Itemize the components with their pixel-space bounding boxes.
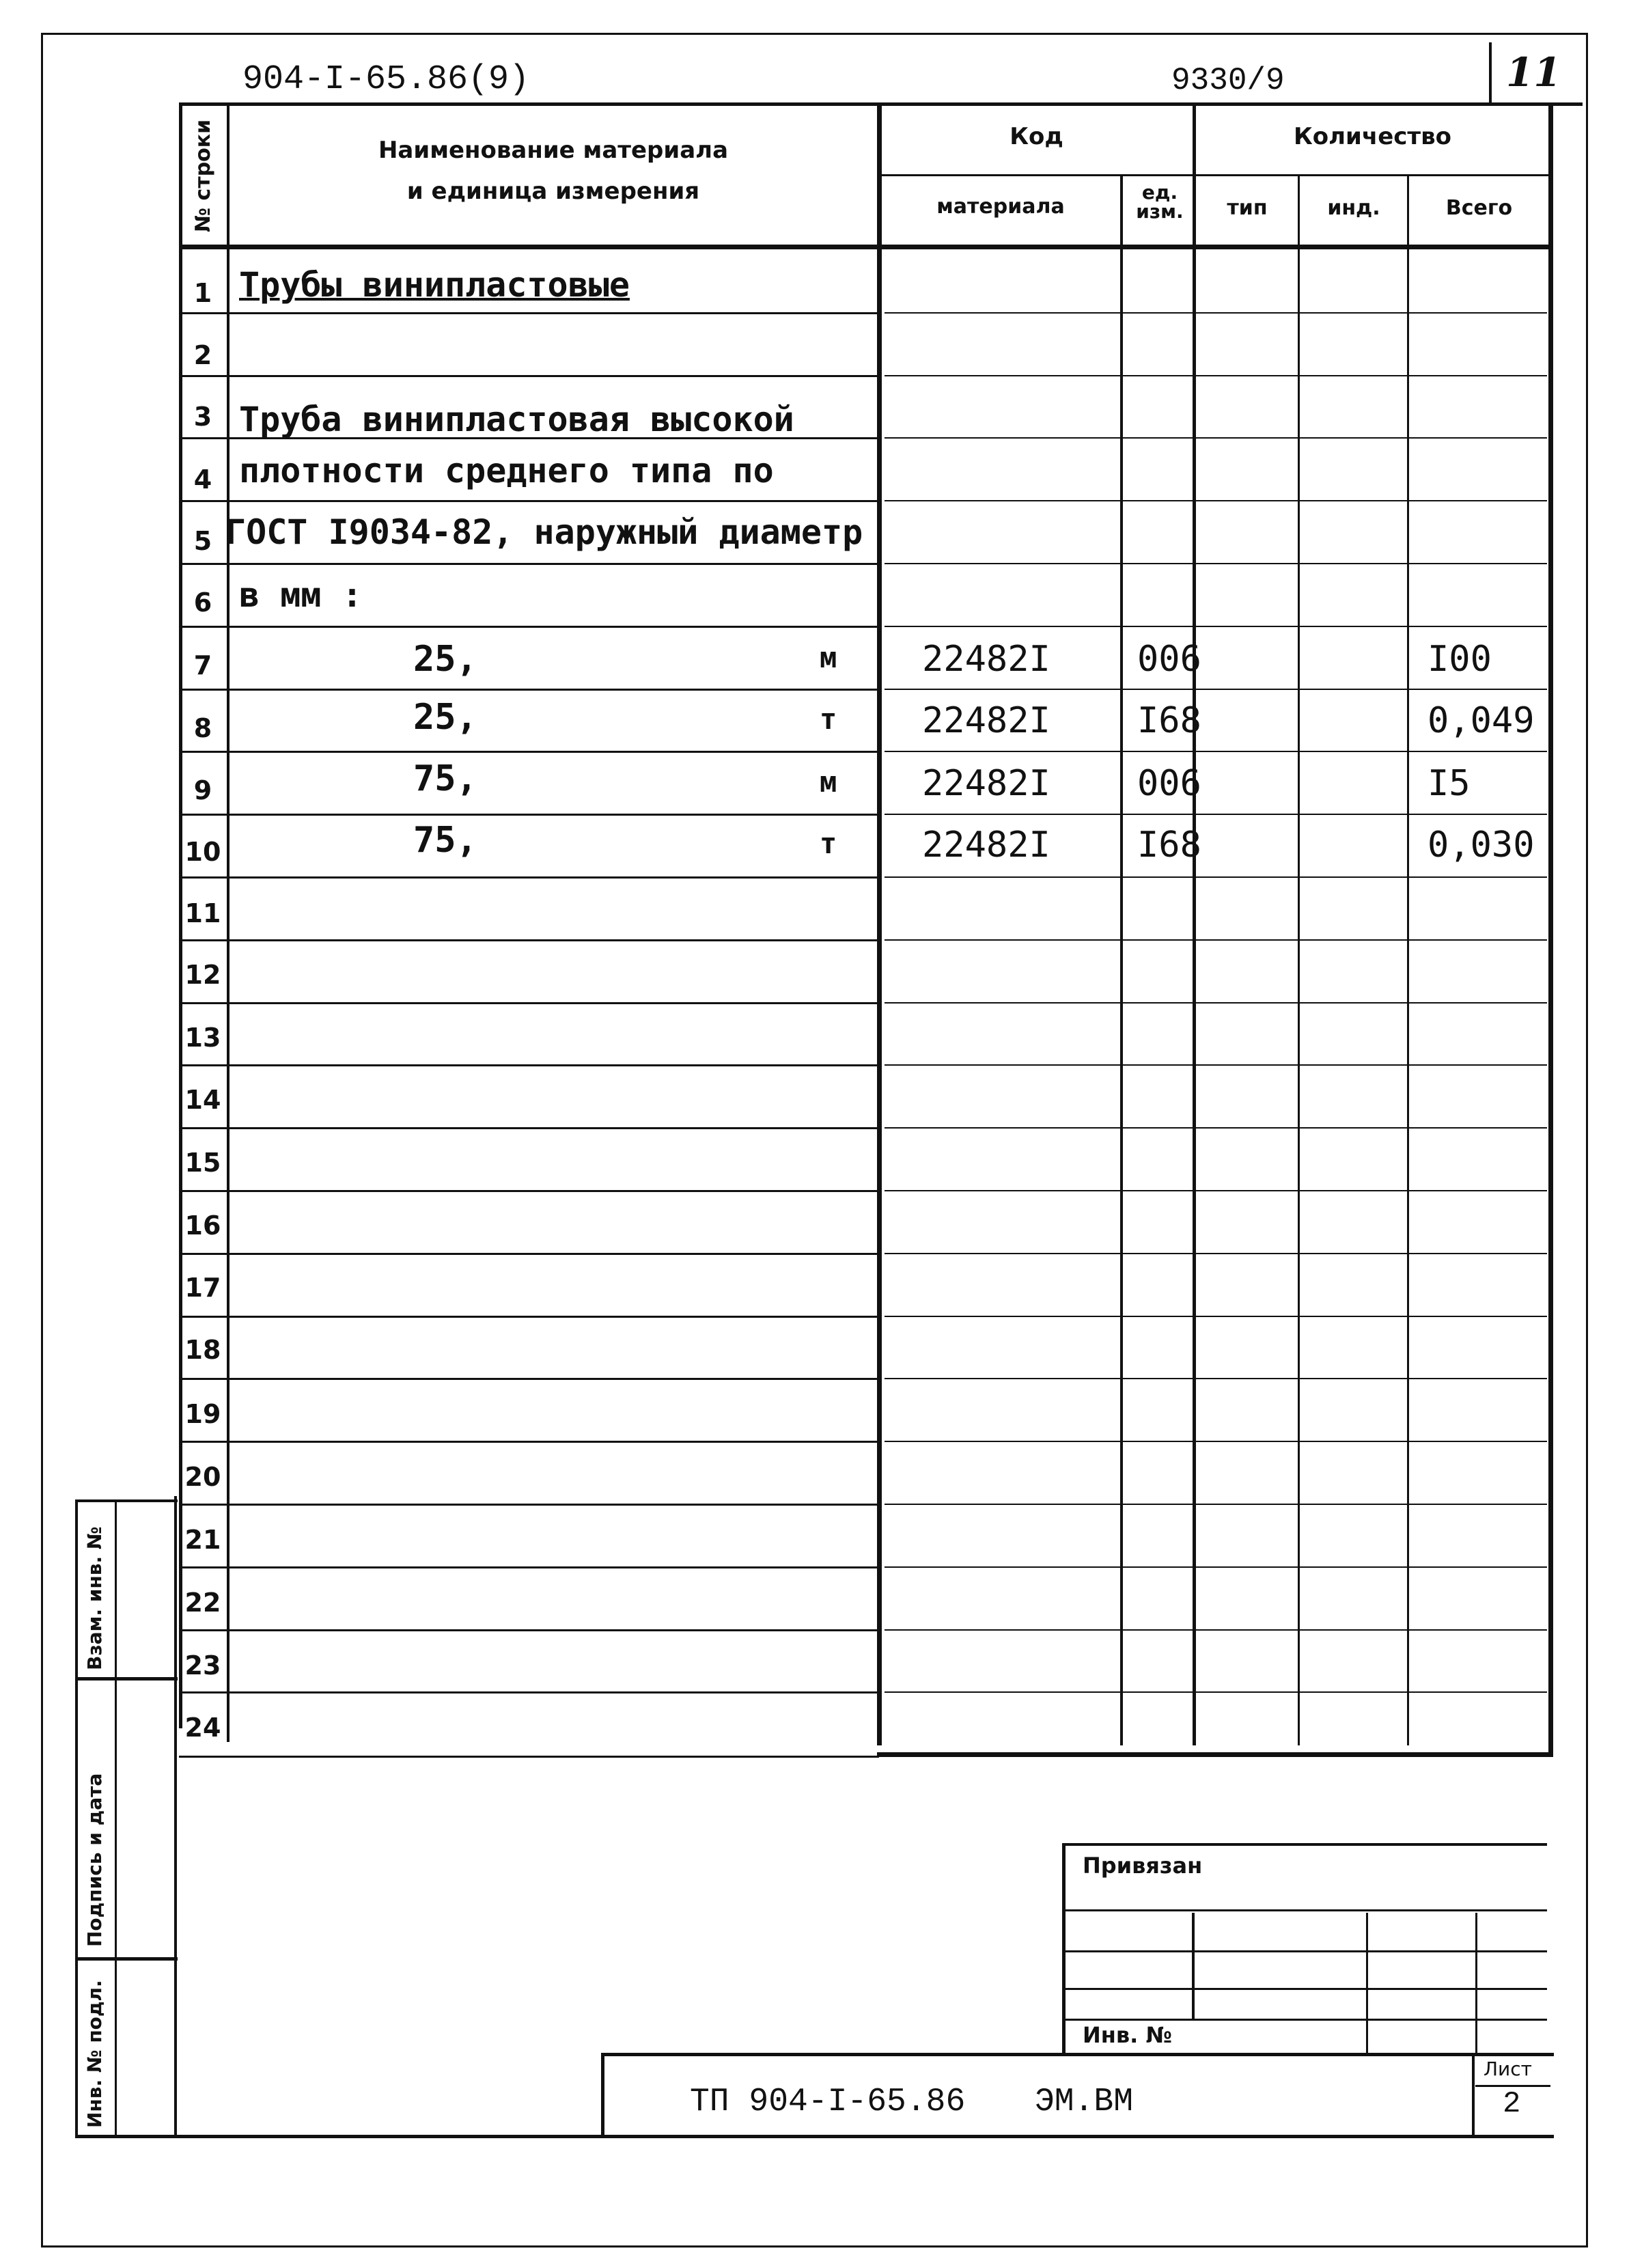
row-separator: [179, 1378, 879, 1380]
side-stamp-right: [174, 1496, 177, 2135]
row-number: 15: [184, 1148, 221, 1178]
col-line-ind: [1407, 174, 1409, 1745]
diameter-value: 75,: [413, 758, 477, 799]
row-separator: [179, 1629, 879, 1631]
row-separator: [179, 1566, 879, 1568]
table-header-bottom: [179, 245, 1552, 249]
row-separator: [885, 1566, 1547, 1568]
row-separator: [885, 1378, 1547, 1379]
row-separator: [179, 1253, 879, 1255]
diameter-value: 25,: [413, 697, 477, 738]
side-stamp-div2: [75, 1957, 178, 1961]
row-number: 5: [193, 526, 212, 556]
row-number: 11: [184, 898, 221, 928]
row-separator: [179, 1002, 879, 1004]
row-separator: [885, 1504, 1547, 1505]
signature-date-label: Подпись и дата: [83, 1773, 106, 1947]
row-separator: [179, 814, 879, 816]
quantity-total: I00: [1428, 639, 1492, 680]
binding-left: [1062, 1843, 1066, 2055]
qty-ind-header: инд.: [1327, 196, 1380, 220]
row-separator: [179, 500, 879, 502]
col-line-type: [1298, 174, 1300, 1745]
side-stamp-top: [75, 1499, 178, 1502]
page-mark: 11: [1506, 49, 1561, 96]
unit-code: 006: [1137, 639, 1201, 680]
row-number: 1: [193, 278, 212, 308]
row-number: 16: [184, 1211, 221, 1241]
unit-label: м: [820, 641, 837, 674]
material-code: 22482I: [922, 825, 1050, 866]
side-stamp-bottom: [75, 2135, 1554, 2138]
row-separator: [885, 1002, 1547, 1004]
row-number: 14: [184, 1085, 221, 1115]
unit-code: I68: [1137, 700, 1201, 741]
unit-code: I68: [1137, 825, 1201, 866]
code-material-header: материала: [936, 195, 1065, 219]
section-code: ЭМ.ВМ: [1035, 2084, 1134, 2120]
material-code: 22482I: [922, 700, 1050, 741]
row-separator: [179, 1127, 879, 1129]
row-separator: [885, 1316, 1547, 1317]
item-description: плотности среднего типа по: [239, 451, 774, 490]
row-number: 22: [184, 1588, 221, 1618]
row-separator: [885, 1691, 1547, 1693]
row-number: 2: [193, 340, 212, 370]
row-number-header: № строки: [191, 119, 215, 232]
binding-inventory-label: Инв. №: [1083, 2022, 1172, 2048]
row-separator: [885, 1064, 1547, 1066]
binding-vline3: [1475, 1913, 1477, 2053]
row-separator: [885, 1127, 1547, 1129]
row-separator: [179, 563, 879, 565]
document-designation: ТП 904-I-65.86: [690, 2084, 966, 2120]
table-left-border: [179, 102, 182, 1728]
page-mark-divider: [1489, 42, 1492, 104]
row-number: 6: [193, 587, 212, 618]
swap-inventory-label: Взам. инв. №: [83, 1526, 106, 1670]
unit-label: т: [820, 702, 837, 736]
col-line-name: [877, 106, 882, 1745]
row-separator: [179, 689, 879, 691]
material-code: 22482I: [922, 639, 1050, 680]
row-separator: [885, 312, 1547, 314]
item-description: Труба винипластовая высокой: [239, 400, 794, 439]
row-number: 21: [184, 1525, 221, 1555]
col-line-rownum: [227, 106, 229, 1742]
row-separator: [885, 1629, 1547, 1631]
col-line-code: [1120, 174, 1123, 1745]
row-number: 3: [193, 402, 212, 432]
side-stamp-inner: [115, 1499, 117, 2135]
row-number: 13: [184, 1023, 221, 1053]
section-title: Трубы винипластовые: [239, 265, 630, 305]
page-frame-left: [41, 33, 43, 2248]
row-separator: [885, 751, 1547, 752]
row-separator: [179, 1190, 879, 1192]
subheader-divider: [878, 174, 1551, 176]
row-separator: [885, 814, 1547, 815]
row-number: 19: [184, 1399, 221, 1429]
sheet-label: Лист: [1484, 2058, 1532, 2080]
code-unit-header: ед. изм.: [1136, 181, 1184, 223]
row-separator: [885, 1253, 1547, 1254]
row-separator: [885, 437, 1547, 439]
row-separator: [179, 876, 879, 879]
row-separator: [885, 500, 1547, 501]
quantity-total: 0,030: [1428, 825, 1535, 866]
col-line-unit: [1193, 106, 1196, 1745]
page-frame-right: [1586, 33, 1588, 2248]
binding-vline2: [1366, 1913, 1368, 2053]
col-line-right: [1548, 106, 1553, 1752]
row-separator: [179, 1441, 879, 1443]
row-separator: [179, 626, 879, 628]
item-description: ГОСТ I9034-82, наружный диаметр: [225, 512, 863, 552]
row-separator: [885, 876, 1547, 878]
quantity-total: 0,049: [1428, 700, 1535, 741]
row-separator: [885, 1441, 1547, 1442]
row-separator: [179, 751, 879, 753]
title-block-left: [601, 2053, 604, 2138]
row-separator: [179, 312, 879, 314]
row-separator: [179, 1316, 879, 1318]
name-header-line1: Наименование материала: [378, 137, 729, 164]
page-frame-bottom: [41, 2245, 1588, 2248]
row-separator: [885, 375, 1547, 376]
row-number: 9: [193, 775, 212, 805]
binding-top: [1062, 1843, 1547, 1846]
unit-label: м: [820, 765, 837, 799]
binding-line1: [1066, 1909, 1547, 1911]
sheet-number: 2: [1503, 2087, 1521, 2121]
title-block-top: [601, 2053, 1554, 2056]
side-stamp-outer-left: [75, 1499, 78, 2135]
name-header-line2: и единица измерения: [406, 178, 700, 205]
qty-total-header: Всего: [1445, 196, 1513, 220]
page-frame-top: [41, 33, 1588, 35]
row-number: 23: [184, 1650, 221, 1681]
row-number: 10: [184, 837, 221, 867]
item-description: в мм :: [239, 575, 363, 615]
row-separator: [885, 626, 1547, 627]
row-number: 7: [193, 650, 212, 680]
unit-label: т: [820, 827, 837, 860]
side-stamp-div1: [75, 1677, 178, 1681]
binding-title: Привязан: [1083, 1853, 1203, 1879]
row-number: 4: [193, 465, 212, 495]
row-separator: [179, 939, 879, 941]
row-separator: [179, 1691, 879, 1693]
original-inventory-label: Инв. № подл.: [83, 1980, 106, 2128]
row-separator: [885, 1190, 1547, 1191]
diameter-value: 25,: [413, 639, 477, 680]
album-number: 9330/9: [1171, 63, 1285, 98]
row-separator: [885, 689, 1547, 690]
row-number: 12: [184, 960, 221, 990]
quantity-header: Количество: [1293, 123, 1451, 150]
material-code: 22482I: [922, 763, 1050, 804]
row-number: 18: [184, 1335, 221, 1365]
row-separator: [179, 1064, 879, 1066]
row-number: 17: [184, 1273, 221, 1303]
row-separator: [885, 939, 1547, 941]
quantity-total: I5: [1428, 763, 1471, 804]
sheet-divider: [1472, 2053, 1475, 2138]
row-number: 24: [184, 1713, 221, 1743]
qty-type-header: тип: [1227, 196, 1268, 220]
table-bottom-left: [179, 1756, 879, 1758]
table-bottom-right: [877, 1752, 1553, 1757]
code-header: Код: [1010, 123, 1063, 150]
binding-vline1: [1192, 1913, 1195, 2019]
row-separator: [179, 375, 879, 377]
row-separator: [885, 563, 1547, 564]
unit-code: 006: [1137, 763, 1201, 804]
row-number: 20: [184, 1462, 221, 1492]
diameter-value: 75,: [413, 820, 477, 861]
row-separator: [179, 1504, 879, 1506]
row-number: 8: [193, 713, 212, 743]
document-code: 904-I-65.86(9): [242, 60, 530, 99]
